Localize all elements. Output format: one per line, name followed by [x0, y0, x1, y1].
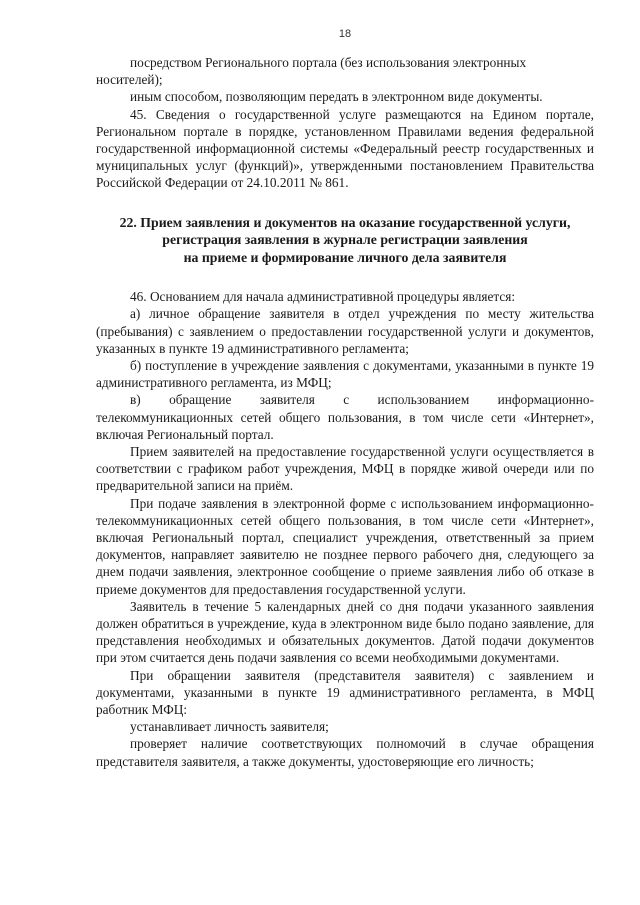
paragraph: 46. Основанием для начала административной процедуры является: — [130, 289, 516, 305]
section-after — [96, 288, 594, 770]
section-before — [96, 54, 594, 192]
paragraph: иным способом, позволяющим передать в электронном виде документы. — [130, 89, 543, 105]
paragraph: в) обращение заявителя с использованием информационно-телекоммуникационных сетей общего пользования, в том числе сети «Интернет», включая Региональный портал. — [96, 392, 594, 442]
paragraph: Заявитель в течение 5 календарных дней со дня подачи указанного заявления должен обратиться в учреждение, куда в электронном виде было подано заявление, для представления необходимых и обязательных документов. Датой подачи документов при этом считается день подачи заявления со всеми необходимыми документами. — [96, 598, 594, 666]
heading-line: регистрация заявления в журнале регистрации заявления — [162, 232, 528, 248]
paragraph: 45. Сведения о государственной услуге размещаются на Едином портале, Региональном портале в порядке, установленном Правилами ведения федеральной государственной информационной системы «Федеральный реестр государственных и муниципальных услуг (функций)», утвержденными постановлением Правительства Российской Федерации от 24.10.2011 № 861. — [96, 106, 594, 191]
paragraph: устанавливает личность заявителя; — [130, 719, 329, 735]
section-heading — [96, 214, 594, 267]
heading-line: на приеме и формирование личного дела заявителя — [183, 249, 507, 265]
paragraph: посредством Регионального портала (без использования электронных — [130, 55, 527, 70]
paragraph: Прием заявителей на предоставление государственной услуги осуществляется в соответствии с графиком работ учреждения, МФЦ в порядке живой очереди или по предварительной записи на приём. — [96, 443, 594, 494]
paragraph: носителей); — [96, 72, 163, 88]
page-number: 18 — [338, 28, 352, 40]
paragraph: проверяет наличие соответствующих полномочий в случае обращения представителя заявителя, а также документы, удостоверяющие его личность; — [96, 736, 594, 769]
paragraph: б) поступление в учреждение заявления с документами, указанными в пункте 19 административного регламента, из МФЦ; — [96, 357, 594, 391]
paragraph: При подаче заявления в электронной форме с использованием информационно-телекоммуникационных сетей общего пользования, в том числе сети «Интернет», включая Региональный портал, специалист учреждения, ответственный за прием документов, направляет заявителю не позднее первого рабочего дня, следующего за днем подачи заявления, электронное сообщение о приеме заявления либо об отказе в приеме документов для предоставления государственной услуги. — [96, 495, 594, 597]
paragraph: При обращении заявителя (представителя заявителя) с заявлением и документами, указанными в пункте 19 административного регламента, в МФЦ работник МФЦ: — [96, 667, 594, 717]
paragraph: а) личное обращение заявителя в отдел учреждения по месту жительства (пребывания) с заявлением о предоставлении государственной услуги и документов, указанных в пункте 19 административного регламента; — [96, 306, 594, 356]
heading-line: 22. Прием заявления и документов на оказание государственной услуги, — [119, 214, 571, 230]
